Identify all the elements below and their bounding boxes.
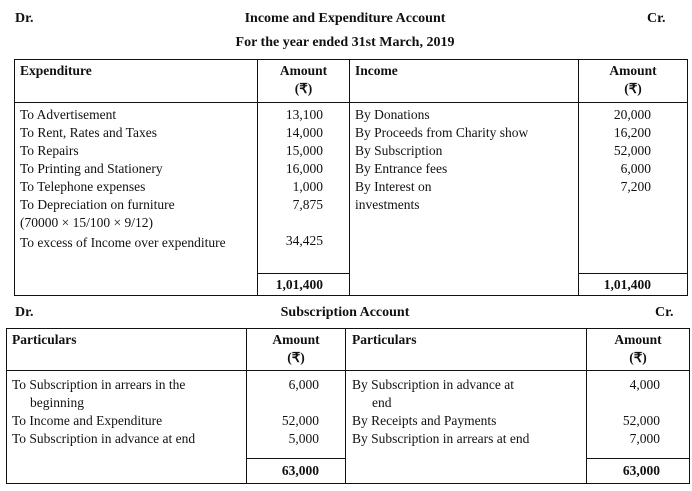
ie-header-amount-left: Amount xyxy=(279,63,328,78)
ie-subtitle: For the year ended 31st March, 2019 xyxy=(235,35,455,50)
ie-left-row-text: To Depreciation on furniture xyxy=(20,197,175,212)
sub-header-rule xyxy=(6,370,690,371)
ie-header-rule xyxy=(14,102,688,103)
ie-left-row-text: To Telephone expenses xyxy=(20,179,146,194)
ie-left-row-text: (70000 × 15/100 × 9/12) xyxy=(20,215,153,230)
ie-total-right: 1,01,400 xyxy=(603,277,651,292)
sub-total-rule-right xyxy=(586,458,690,459)
ie-right-row-amount: 20,000 xyxy=(613,107,651,122)
sub-divider-2 xyxy=(345,328,346,484)
ie-left-row-amount: 13,100 xyxy=(285,107,323,122)
ie-left-row-amount: 14,000 xyxy=(285,125,323,140)
ie-divider-2 xyxy=(349,59,350,296)
ie-total-rule-left xyxy=(257,273,349,274)
sub-left-row-text: To Subscription in arrears in the xyxy=(12,377,186,392)
ie-left-row-text: To Repairs xyxy=(20,143,79,158)
ie-right-row-text: investments xyxy=(355,197,420,212)
sub-header-amount-left: Amount xyxy=(272,332,320,347)
sub-right-row-text: By Receipts and Payments xyxy=(352,413,497,428)
ie-dr-label: Dr. xyxy=(15,11,34,26)
ie-header-expenditure: Expenditure xyxy=(20,63,92,78)
ie-right-row-text: By Entrance fees xyxy=(355,161,448,176)
ie-total-left: 1,01,400 xyxy=(275,277,323,292)
sub-left-row-text: beginning xyxy=(30,395,84,410)
sub-right-row-text: By Subscription in arrears at end xyxy=(352,431,530,446)
sub-total-rule-left xyxy=(246,458,345,459)
sub-right-row-text: By Subscription in advance at xyxy=(352,377,514,392)
ie-total-rule-right xyxy=(578,273,688,274)
sub-right-row-text: end xyxy=(372,395,392,410)
sub-header-particulars-left: Particulars xyxy=(12,332,77,347)
ie-left-row-amount: 7,875 xyxy=(292,197,323,212)
ie-header-income: Income xyxy=(355,63,398,78)
ie-right-row-text: By Proceeds from Charity show xyxy=(355,125,529,140)
sub-title: Subscription Account xyxy=(280,305,410,320)
ie-left-row-text: To Advertisement xyxy=(20,107,117,122)
ie-right-row-text: By Subscription xyxy=(355,143,443,158)
sub-left-row-text: To Subscription in advance at end xyxy=(12,431,196,446)
ie-left-row-amount: 1,000 xyxy=(292,179,323,194)
sub-right-row-amount: 52,000 xyxy=(622,413,660,428)
ie-header-rupee-right: (₹) xyxy=(624,81,642,96)
sub-cr-label: Cr. xyxy=(655,305,674,320)
ie-left-row-amount: 16,000 xyxy=(285,161,323,176)
ie-right-row-text: By Donations xyxy=(355,107,430,122)
ie-left-row-amount: 34,425 xyxy=(285,233,323,248)
ie-right-row-amount: 7,200 xyxy=(620,179,651,194)
ie-right-row-amount: 52,000 xyxy=(613,143,651,158)
sub-header-particulars-right: Particulars xyxy=(352,332,417,347)
sub-left-row-amount: 52,000 xyxy=(281,413,319,428)
ie-left-row-text: To excess of Income over expenditure xyxy=(20,235,226,250)
sub-left-row-amount: 5,000 xyxy=(288,431,319,446)
sub-dr-label: Dr. xyxy=(15,305,34,320)
sub-total-right: 63,000 xyxy=(622,463,660,478)
sub-right-row-amount: 7,000 xyxy=(629,431,660,446)
ie-title: Income and Expenditure Account xyxy=(244,11,446,26)
sub-header-rupee-left: (₹) xyxy=(287,350,305,365)
ie-left-row-amount: 15,000 xyxy=(285,143,323,158)
ie-header-amount-right: Amount xyxy=(609,63,657,78)
ie-right-row-amount: 16,200 xyxy=(613,125,651,140)
ie-cr-label: Cr. xyxy=(647,11,666,26)
ie-right-row-text: By Interest on xyxy=(355,179,432,194)
ie-right-row-amount: 6,000 xyxy=(620,161,651,176)
sub-right-row-amount: 4,000 xyxy=(629,377,660,392)
sub-header-amount-right: Amount xyxy=(614,332,662,347)
sub-left-row-amount: 6,000 xyxy=(288,377,319,392)
sub-header-rupee-right: (₹) xyxy=(629,350,647,365)
ie-left-row-text: To Rent, Rates and Taxes xyxy=(20,125,157,140)
sub-left-row-text: To Income and Expenditure xyxy=(12,413,163,428)
ie-left-row-text: To Printing and Stationery xyxy=(20,161,163,176)
sub-total-left: 63,000 xyxy=(281,463,319,478)
ie-header-rupee-left: (₹) xyxy=(294,81,313,96)
